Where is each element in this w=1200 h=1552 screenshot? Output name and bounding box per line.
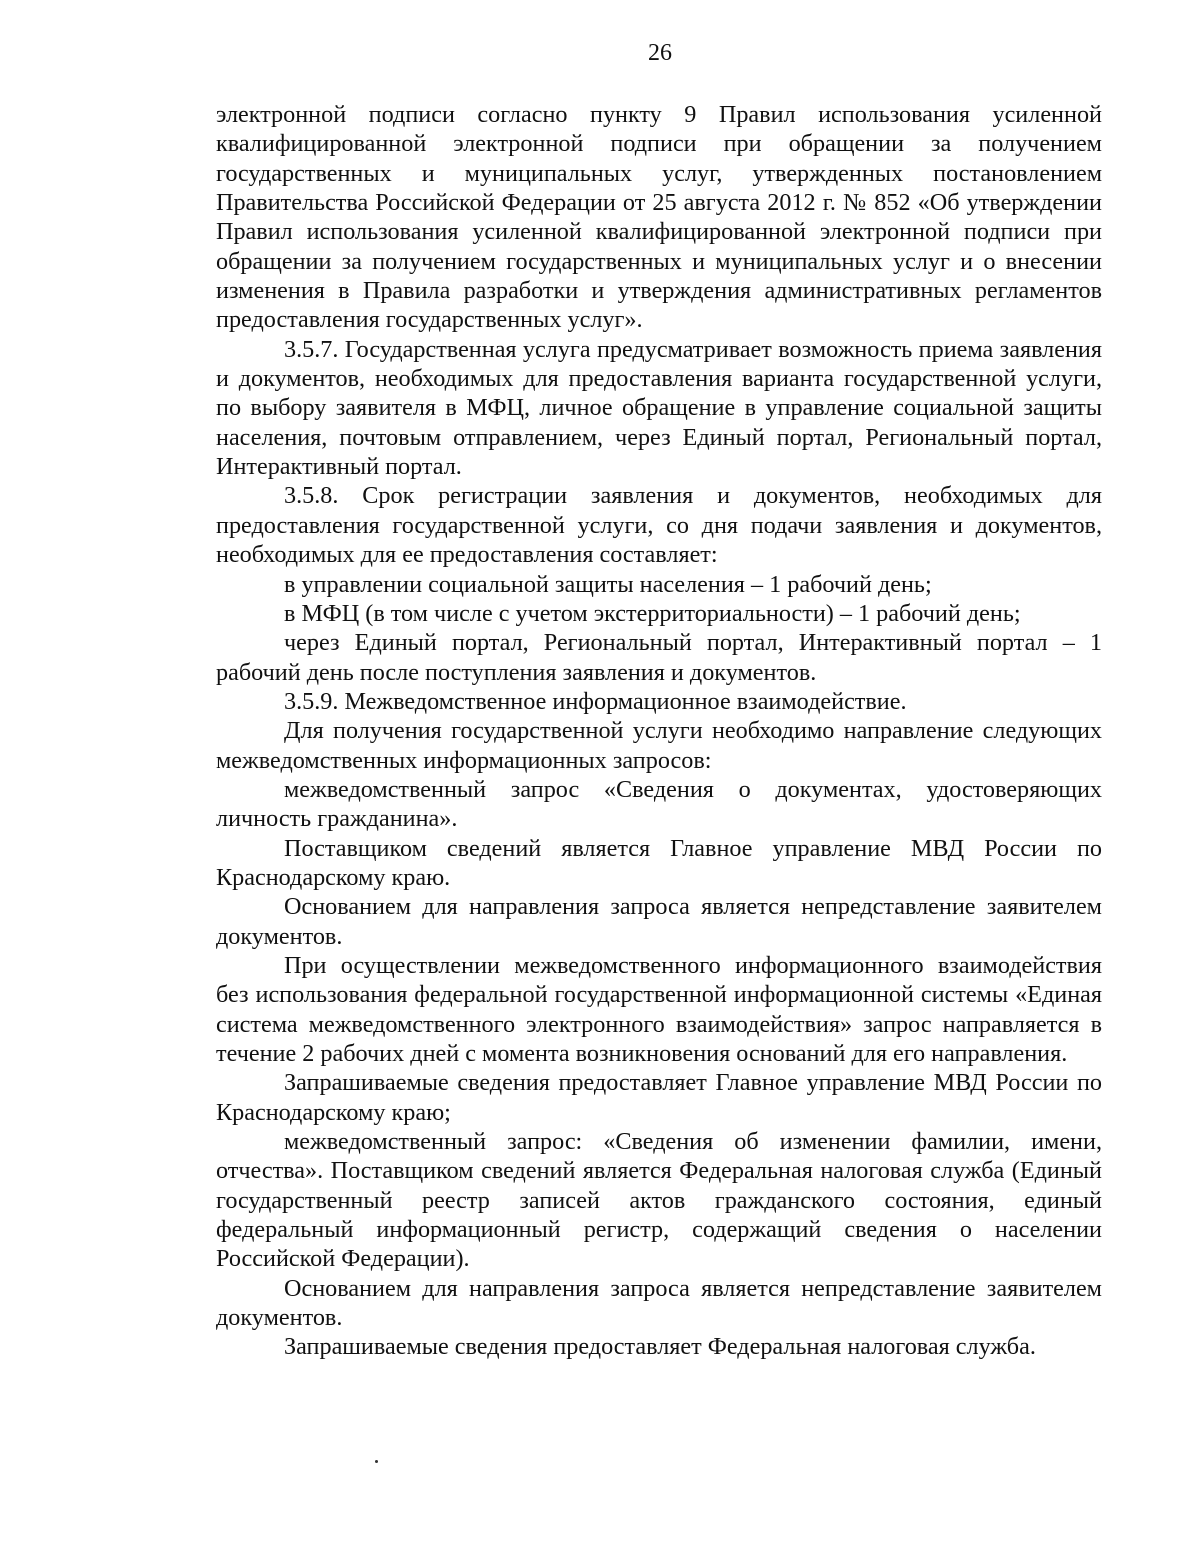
paragraph-request-basis-2: Основанием для направления запроса является непредставление заявителем документов. bbox=[216, 1274, 1102, 1332]
paragraph-3-5-7: 3.5.7. Государственная услуга предусматривает возможность приема заявления и документов, необходимых для предоставления варианта государственной услуги, по выбору заявителя в МФЦ, личное обращение в управление социальной защиты населения, почтовым отправлением, через Единый портал, Региональный портал, Интерактивный портал. bbox=[216, 335, 1102, 481]
paragraph-request-identity: межведомственный запрос «Сведения о документах, удостоверяющих личность гражданина». bbox=[216, 775, 1102, 833]
paragraph-3-5-9: 3.5.9. Межведомственное информационное взаимодействие. bbox=[284, 687, 907, 715]
paragraph-registration-mfc: в МФЦ (в том числе с учетом экстерриториальности) – 1 рабочий день; bbox=[284, 599, 1021, 627]
paragraph-provider-mvd: Запрашиваемые сведения предоставляет Главное управление МВД России по Краснодарскому краю; bbox=[216, 1069, 1102, 1126]
paragraph-provider-fns: Запрашиваемые сведения предоставляет Федеральная налоговая служба. bbox=[284, 1333, 1036, 1361]
paragraph-request-basis-1: Основанием для направления запроса является непредставление заявителем документов. bbox=[216, 893, 1102, 950]
paragraph-3-5-8: 3.5.8. Срок регистрации заявления и документов, необходимых для предоставления государственной услуги, со дня подачи заявления и документов, необходимых для ее предоставления составляет: bbox=[216, 482, 1102, 569]
page-number: 26 bbox=[648, 40, 672, 66]
paragraph-request-name-change: межведомственный запрос: «Сведения об изменении фамилии, имени, отчества». Поставщиком сведений является Федеральная налоговая служба (Единый государственный реестр записей актов гражданского состояния, единый федеральный информационный регистр, содержащий сведения о населении Российской Федерации). bbox=[216, 1128, 1102, 1273]
document-body bbox=[216, 100, 1102, 1362]
paragraph-registration-portal: через Единый портал, Региональный портал, Интерактивный портал – 1 рабочий день после поступления заявления и документов. bbox=[216, 629, 1102, 686]
paragraph-supplier-mvd: Поставщиком сведений является Главное управление МВД России по Краснодарскому краю. bbox=[216, 834, 1102, 891]
paragraph-smev-timing: При осуществлении межведомственного информационного взаимодействия без использования федеральной государственной информационной системы «Единая система межведомственного электронного взаимодействия» запрос направляется в течение 2 рабочих дней с момента возникновения оснований для его направления. bbox=[216, 951, 1102, 1067]
paragraph-requests-intro: Для получения государственной услуги необходимо направление следующих межведомственных информационных запросов: bbox=[216, 717, 1102, 774]
scan-speck bbox=[375, 1460, 378, 1463]
paragraph-registration-usszn: в управлении социальной защиты населения – 1 рабочий день; bbox=[284, 570, 932, 598]
paragraph-continuation: электронной подписи согласно пункту 9 Правил использования усиленной квалифицированной электронной подписи при обращении за получением государственных и муниципальных услуг, утвержденных постановлением Правительства Российской Федерации от 25 августа 2012 г. № 852 «Об утверждении Правил использования усиленной квалифицированной электронной подписи при обращении за получением государственных и муниципальных услуг и о внесении изменения в Правила разработки и утверждения административных регламентов предоставления государственных услуг». bbox=[216, 101, 1102, 334]
